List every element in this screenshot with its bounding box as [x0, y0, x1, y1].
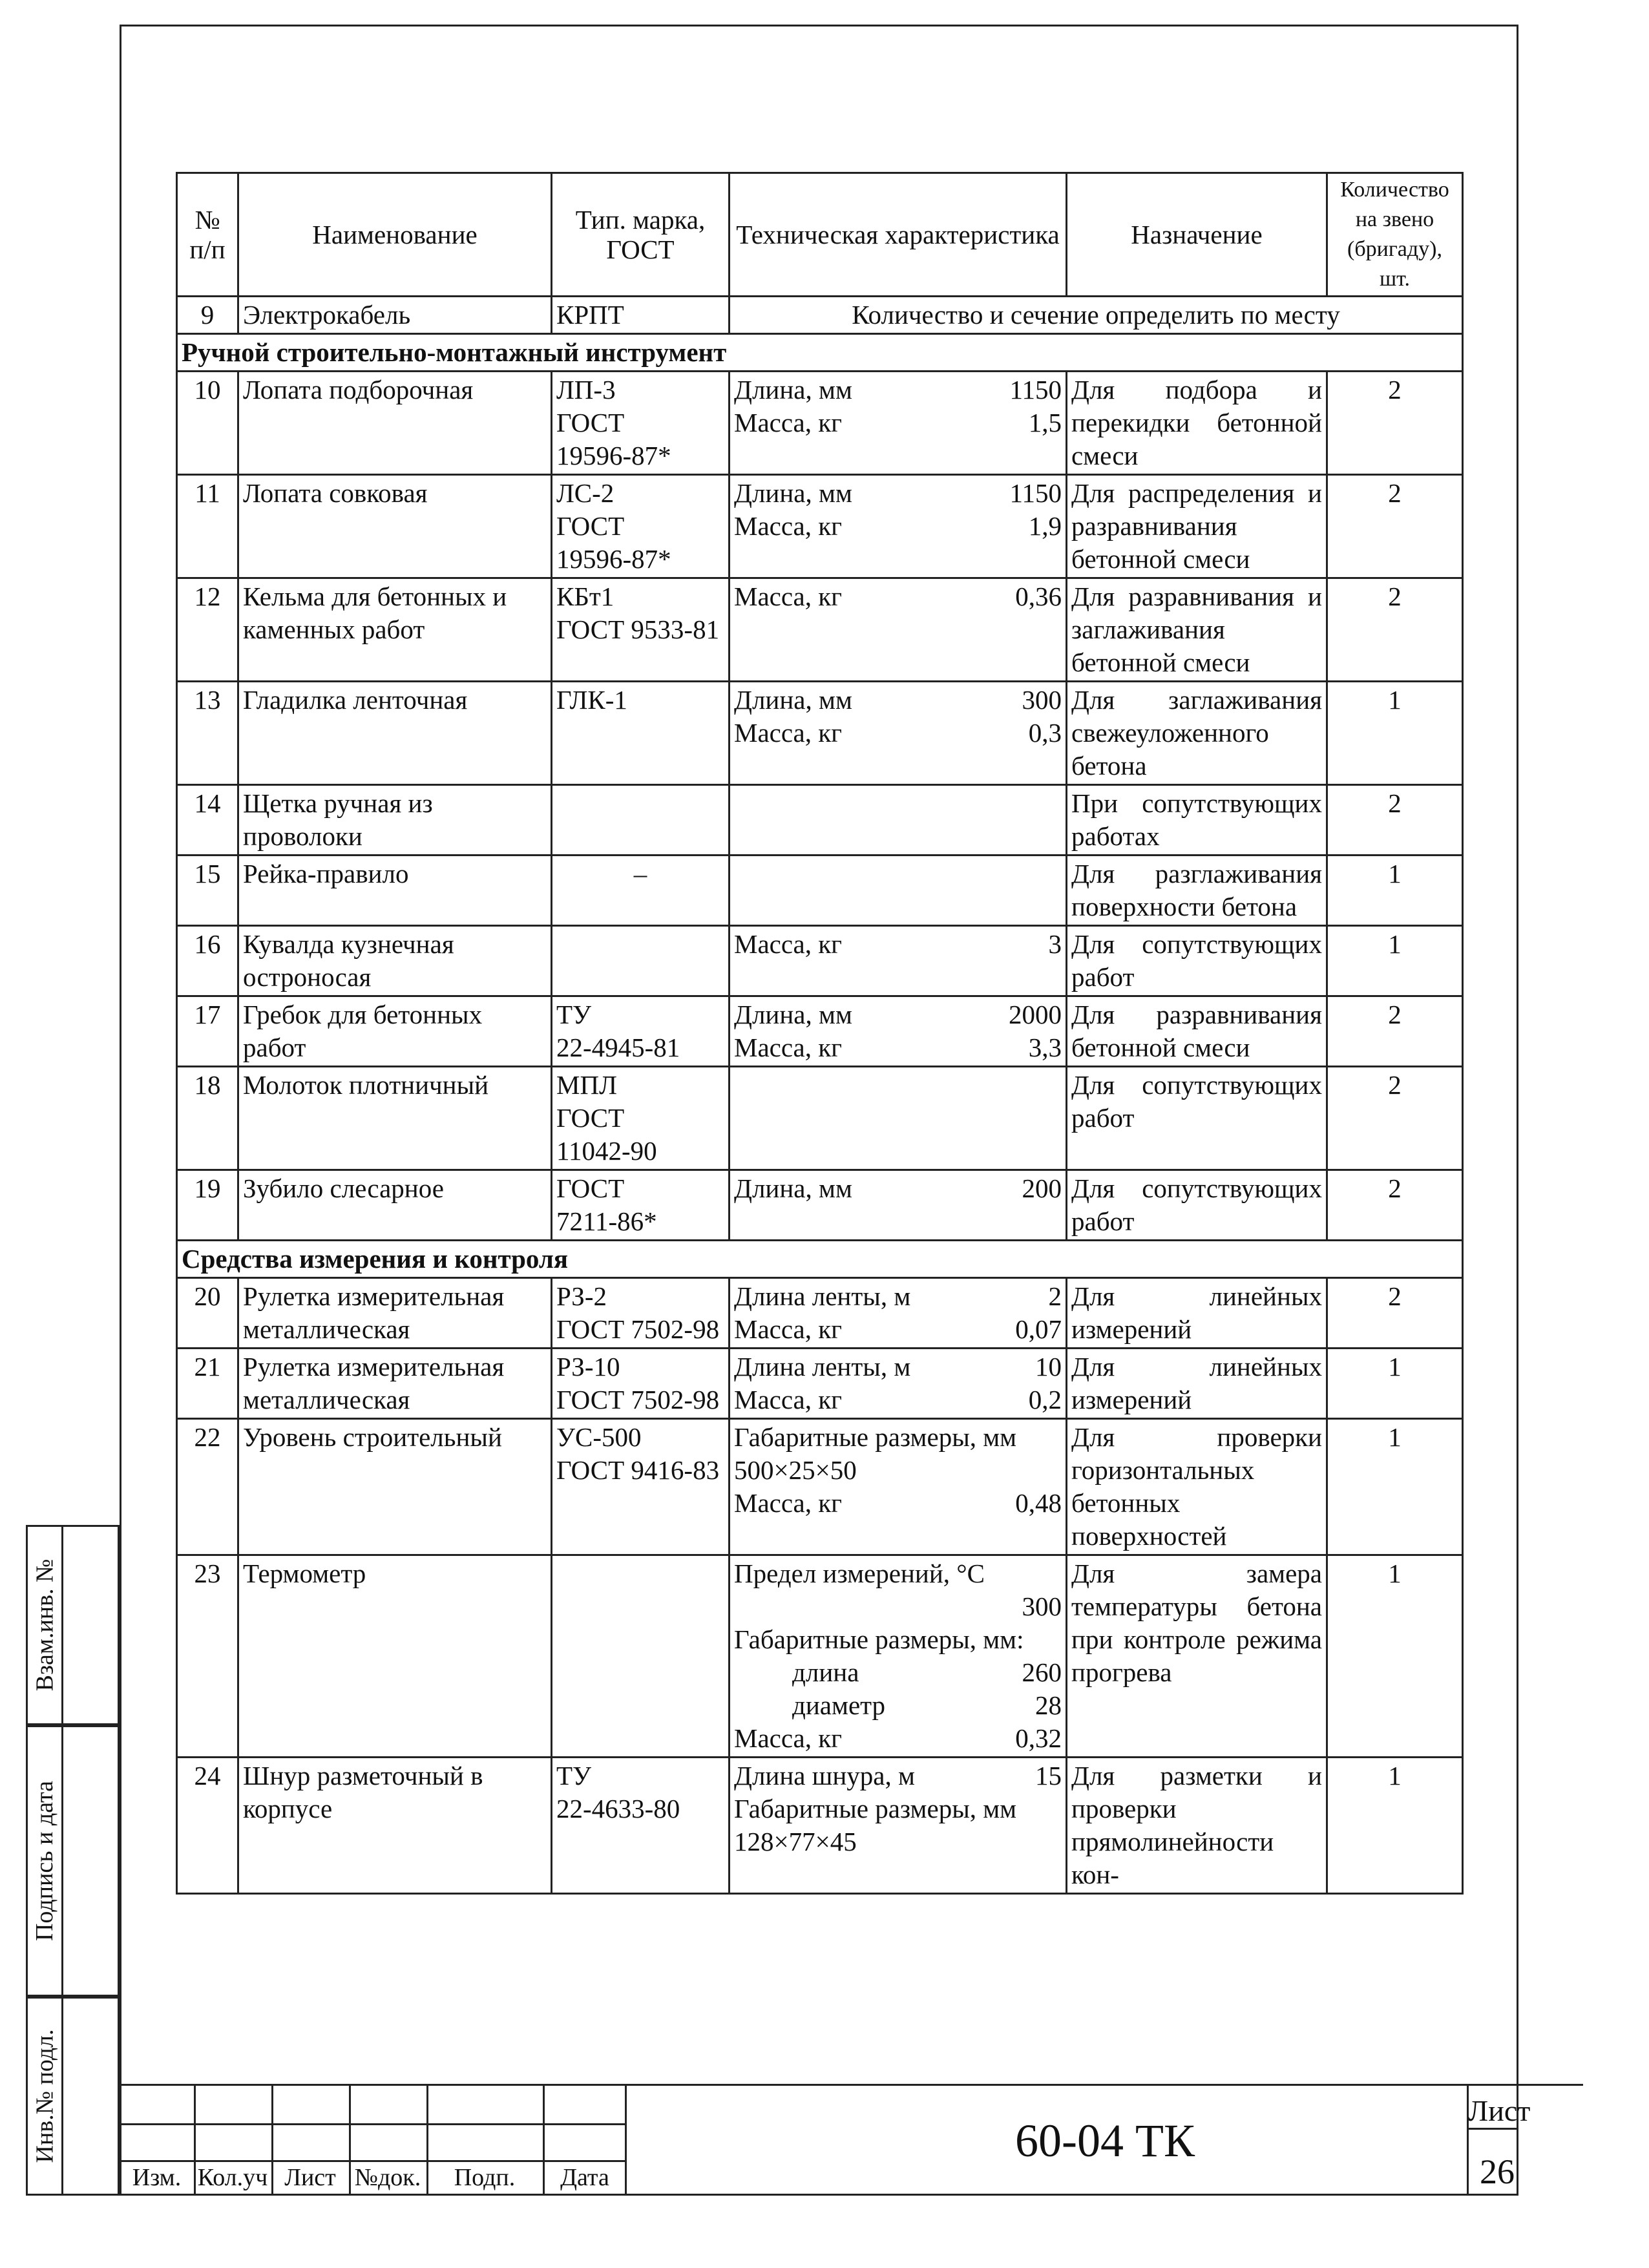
spec-line [734, 717, 1062, 750]
mark-line: 7211-86* [556, 1206, 657, 1236]
row-spec [730, 682, 1067, 785]
spec-value: 0,3 [1028, 718, 1062, 748]
row-spec [730, 1555, 1067, 1758]
row-qty: 1 [1327, 1419, 1463, 1555]
row-spec [730, 1170, 1067, 1241]
mark-line: КБт1 [556, 582, 614, 611]
spec-value: 0,2 [1028, 1385, 1062, 1414]
mark-line: ГОСТ [556, 1103, 625, 1133]
spec-value: 1150 [1009, 478, 1062, 508]
spec-value: 1150 [1009, 375, 1062, 404]
row-purpose: Для линейных измерений [1067, 1278, 1327, 1349]
spec-param: диаметр [792, 1690, 886, 1720]
row-name: Лопата подборочная [238, 372, 552, 475]
spec-param: Длина ленты, м [734, 1352, 911, 1381]
row-name: Лопата совковая [238, 475, 552, 578]
spec-line [734, 1792, 1062, 1825]
row-qty: 1 [1327, 1555, 1463, 1758]
table-row [177, 926, 1463, 996]
side-label-inv: Инв.№ подл. [31, 2029, 59, 2163]
label-list: Лист [284, 2164, 336, 2191]
row-qty: 2 [1327, 785, 1463, 856]
revision-grid [120, 2084, 627, 2196]
spec-param: Масса, кг [734, 1314, 842, 1344]
row-qty: 2 [1327, 1067, 1463, 1170]
row-num: 12 [177, 578, 238, 682]
row-purpose: Для сопутствующих работ [1067, 1067, 1327, 1170]
row-mark [552, 1349, 730, 1419]
side-label-vzam: Взам.инв. № [31, 1559, 59, 1692]
title-block [120, 2084, 1518, 2196]
spec-value: 2000 [1009, 1000, 1062, 1029]
spec-line [734, 1689, 1062, 1722]
spec-param: Габаритные размеры, мм [734, 1422, 1017, 1452]
row-mark [552, 475, 730, 578]
row-num: 14 [177, 785, 238, 856]
mark-line: 19596-87* [556, 441, 671, 470]
row-spec [730, 926, 1067, 996]
spec-value: 10 [1035, 1352, 1062, 1381]
mark-line: ГОСТ 7502-98 [556, 1385, 720, 1414]
row-num: 15 [177, 856, 238, 926]
spec-value: 3,3 [1028, 1033, 1062, 1062]
mark-line: 11042-90 [556, 1136, 657, 1166]
row-mark [552, 682, 730, 785]
label-podp: Подп. [454, 2164, 516, 2191]
document-code: 60-04 ТК [627, 2084, 1583, 2196]
row-mark [552, 996, 730, 1067]
spec-line [734, 1454, 1062, 1487]
row-qty: 1 [1327, 926, 1463, 996]
row-spec [730, 578, 1067, 682]
spec-line [734, 1280, 1062, 1313]
row-spec [730, 1278, 1067, 1349]
spec-line [734, 373, 1062, 406]
spec-param: Масса, кг [734, 1723, 842, 1753]
spec-value: 3 [1048, 929, 1062, 959]
row-purpose: Для распределения и разравнивания бетонной смеси [1067, 475, 1327, 578]
row-spec [730, 1758, 1067, 1894]
spec-param: длина [792, 1657, 859, 1687]
row-num: 19 [177, 1170, 238, 1241]
row-mark [552, 372, 730, 475]
spec-param: Масса, кг [734, 1488, 842, 1518]
row-name: Рулетка измерительная металлическая [238, 1349, 552, 1419]
side-stamp-podpis [26, 1725, 120, 1997]
row-purpose: Для разравнивания и заглаживания бетонной смеси [1067, 578, 1327, 682]
spec-value: 260 [1022, 1657, 1062, 1687]
spec-line [734, 510, 1062, 543]
spec-param: Масса, кг [734, 718, 842, 748]
row-name: Рейка-правило [238, 856, 552, 926]
spec-line [734, 684, 1062, 717]
spec-value: 0,48 [1015, 1488, 1062, 1518]
spec-param: 128×77×45 [734, 1827, 857, 1856]
spec-value: 300 [1022, 685, 1062, 715]
spec-line [734, 1350, 1062, 1383]
spec-param: Длина ленты, м [734, 1281, 911, 1311]
row-name: Термометр [238, 1555, 552, 1758]
spec-param: Габаритные размеры, мм: [734, 1624, 1024, 1654]
row-spec [730, 1349, 1067, 1419]
row-name: Зубило слесарное [238, 1170, 552, 1241]
mark-line: РЗ-2 [556, 1281, 607, 1311]
mark-line: ГОСТ 9416-83 [556, 1455, 720, 1485]
row-purpose: Для заглаживания свежеуложенного бетона [1067, 682, 1327, 785]
row-name: Уровень строительный [238, 1419, 552, 1555]
spec-line [734, 1825, 1062, 1858]
table-row [177, 297, 1463, 334]
row-name: Электрокабель [238, 297, 552, 334]
row-note: Количество и сечение определить по месту [730, 297, 1463, 334]
spec-param: Масса, кг [734, 1385, 842, 1414]
mark-line: УС-500 [556, 1422, 642, 1452]
table-row [177, 1067, 1463, 1170]
spec-param: Длина, мм [734, 478, 852, 508]
table-row [177, 1349, 1463, 1419]
table-row [177, 682, 1463, 785]
label-ndok: №док. [354, 2164, 421, 2191]
table-row [177, 1278, 1463, 1349]
row-spec [730, 996, 1067, 1067]
row-qty: 1 [1327, 1349, 1463, 1419]
header-num: № п/п [177, 173, 238, 297]
side-stamp-vzam [26, 1525, 120, 1725]
label-data: Дата [560, 2164, 609, 2191]
row-spec [730, 372, 1067, 475]
section-title-tools: Ручной строительно-монтажный инструмент [177, 334, 1463, 372]
mark-line: МПЛ [556, 1070, 617, 1100]
row-name: Гребок для бетонных работ [238, 996, 552, 1067]
row-mark [552, 1419, 730, 1555]
spec-line [734, 580, 1062, 613]
row-num: 18 [177, 1067, 238, 1170]
spec-param: Габаритные размеры, мм [734, 1794, 1017, 1823]
label-izm: Изм. [132, 2164, 182, 2191]
spec-value: 0,32 [1015, 1723, 1062, 1753]
row-purpose: Для сопутствующих работ [1067, 926, 1327, 996]
spec-param: 500×25×50 [734, 1455, 857, 1485]
spec-line [734, 1590, 1062, 1623]
row-purpose: Для сопутствующих работ [1067, 1170, 1327, 1241]
table-row [177, 1419, 1463, 1555]
row-qty: 1 [1327, 856, 1463, 926]
row-purpose: Для разглаживания поверхности бетона [1067, 856, 1327, 926]
spec-param: Масса, кг [734, 929, 842, 959]
row-num: 11 [177, 475, 238, 578]
table-row [177, 856, 1463, 926]
mark-line: ЛС-2 [556, 478, 614, 508]
table-row [177, 578, 1463, 682]
spec-param: Масса, кг [734, 511, 842, 541]
row-purpose: Для линейных измерений [1067, 1349, 1327, 1419]
mark-line: 19596-87* [556, 544, 671, 574]
row-num: 13 [177, 682, 238, 785]
row-name: Шнур разметочный в корпусе [238, 1758, 552, 1894]
row-num: 20 [177, 1278, 238, 1349]
spec-value: 28 [1035, 1690, 1062, 1720]
spec-value: 1,9 [1028, 511, 1062, 541]
mark-line: ГЛК-1 [556, 685, 627, 715]
spec-param: Масса, кг [734, 1033, 842, 1062]
row-purpose: Для разравнивания бетонной смеси [1067, 996, 1327, 1067]
mark-line: ТУ [556, 1000, 592, 1029]
spec-param: Масса, кг [734, 582, 842, 611]
row-spec [730, 475, 1067, 578]
mark-line: ГОСТ [556, 408, 625, 437]
section-title-measurement: Средства измерения и контроля [177, 1241, 1463, 1278]
row-qty: 2 [1327, 1170, 1463, 1241]
row-spec [730, 785, 1067, 856]
header-qty: Количество на звено (бригаду), шт. [1327, 173, 1463, 297]
row-qty: 1 [1327, 1758, 1463, 1894]
row-num: 22 [177, 1419, 238, 1555]
spec-line [734, 1313, 1062, 1346]
label-kol-uch: Кол.уч [197, 2164, 268, 2191]
spec-line [734, 477, 1062, 510]
row-mark [552, 578, 730, 682]
table-row [177, 1170, 1463, 1241]
spec-value: 15 [1035, 1761, 1062, 1790]
table-row [177, 475, 1463, 578]
spec-line [734, 928, 1062, 961]
row-name: Рулетка измерительная металлическая [238, 1278, 552, 1349]
row-purpose: Для замера температуры бетона при контроле режима прогрева [1067, 1555, 1327, 1758]
spec-value: 2 [1048, 1281, 1062, 1311]
side-label-podpis: Подпись и дата [31, 1780, 59, 1942]
row-name: Щетка ручная из проволоки [238, 785, 552, 856]
row-spec [730, 1067, 1067, 1170]
row-num: 17 [177, 996, 238, 1067]
row-num: 24 [177, 1758, 238, 1894]
row-purpose: Для разметки и проверки прямолинейности кон- [1067, 1758, 1327, 1894]
row-qty: 2 [1327, 475, 1463, 578]
spec-line [734, 1421, 1062, 1454]
spec-param: Масса, кг [734, 408, 842, 437]
row-mark [552, 856, 730, 926]
row-mark [552, 926, 730, 996]
mark-line: ЛП-3 [556, 375, 616, 404]
row-purpose: Для подбора и перекидки бетонной смеси [1067, 372, 1327, 475]
spec-line [734, 1656, 1062, 1689]
row-name: Кувалда кузнечная остроносая [238, 926, 552, 996]
row-num: 16 [177, 926, 238, 996]
row-mark: КРПТ [552, 297, 730, 334]
spec-line [734, 406, 1062, 439]
row-mark [552, 1067, 730, 1170]
spec-param: Предел измерений, °С [734, 1559, 985, 1588]
table-row [177, 996, 1463, 1067]
row-mark [552, 1278, 730, 1349]
row-num: 10 [177, 372, 238, 475]
spec-value: 0,07 [1015, 1314, 1062, 1344]
header-mark: Тип. марка, ГОСТ [552, 173, 730, 297]
spec-line [734, 1031, 1062, 1064]
header-name: Наименование [238, 173, 552, 297]
spec-param: Длина, мм [734, 1173, 852, 1203]
mark-line: ТУ [556, 1761, 592, 1790]
mark-line: ГОСТ 9533-81 [556, 614, 720, 644]
spec-param: Длина, мм [734, 685, 852, 715]
table-row [177, 372, 1463, 475]
row-spec [730, 856, 1067, 926]
row-qty: 2 [1327, 578, 1463, 682]
spec-line [734, 1557, 1062, 1590]
spec-line [734, 998, 1062, 1031]
spec-line [734, 1759, 1062, 1792]
header-spec: Техническая характеристика [730, 173, 1067, 297]
spec-line [734, 1487, 1062, 1520]
mark-line: 22-4945-81 [556, 1033, 680, 1062]
spec-value: 0,36 [1015, 582, 1062, 611]
row-name: Молоток плотничный [238, 1067, 552, 1170]
row-num: 21 [177, 1349, 238, 1419]
row-name: Гладилка ленточная [238, 682, 552, 785]
side-stamp-inv [26, 1997, 120, 2196]
row-mark [552, 1758, 730, 1894]
spec-line [734, 1172, 1062, 1205]
mark-line: ГОСТ [556, 511, 625, 541]
spec-value: 300 [1022, 1591, 1062, 1621]
table-header-row [177, 173, 1463, 297]
row-purpose: При сопутствующих работах [1067, 785, 1327, 856]
section-row [177, 334, 1463, 372]
equipment-table [176, 172, 1464, 1895]
mark-line: ГОСТ 7502-98 [556, 1314, 720, 1344]
spec-line [734, 1722, 1062, 1755]
sheet-number: 26 [1480, 2152, 1515, 2191]
mark-line: ГОСТ [556, 1173, 625, 1203]
spec-value: 200 [1022, 1173, 1062, 1203]
spec-param: Длина шнура, м [734, 1761, 915, 1790]
row-num: 23 [177, 1555, 238, 1758]
spec-line [734, 1623, 1062, 1656]
table-row [177, 785, 1463, 856]
table-row [177, 1758, 1463, 1894]
mark-line: РЗ-10 [556, 1352, 620, 1381]
row-qty: 2 [1327, 372, 1463, 475]
spec-param: Длина, мм [734, 1000, 852, 1029]
section-row [177, 1241, 1463, 1278]
sheet-label: Лист [1468, 2094, 1531, 2127]
row-purpose: Для проверки горизонтальных бетонных поверхностей [1067, 1419, 1327, 1555]
row-spec [730, 1419, 1067, 1555]
spec-param: Длина, мм [734, 375, 852, 404]
row-qty: 2 [1327, 1278, 1463, 1349]
row-mark [552, 785, 730, 856]
header-purpose: Назначение [1067, 173, 1327, 297]
table-row [177, 1555, 1463, 1758]
mark-line: 22-4633-80 [556, 1794, 680, 1823]
row-mark [552, 1555, 730, 1758]
row-name: Кельма для бетонных и каменных работ [238, 578, 552, 682]
mark-line: – [633, 859, 647, 888]
spec-line [734, 1383, 1062, 1416]
row-mark [552, 1170, 730, 1241]
row-qty: 1 [1327, 682, 1463, 785]
row-num: 9 [177, 297, 238, 334]
spec-value: 1,5 [1028, 408, 1062, 437]
row-qty: 2 [1327, 996, 1463, 1067]
